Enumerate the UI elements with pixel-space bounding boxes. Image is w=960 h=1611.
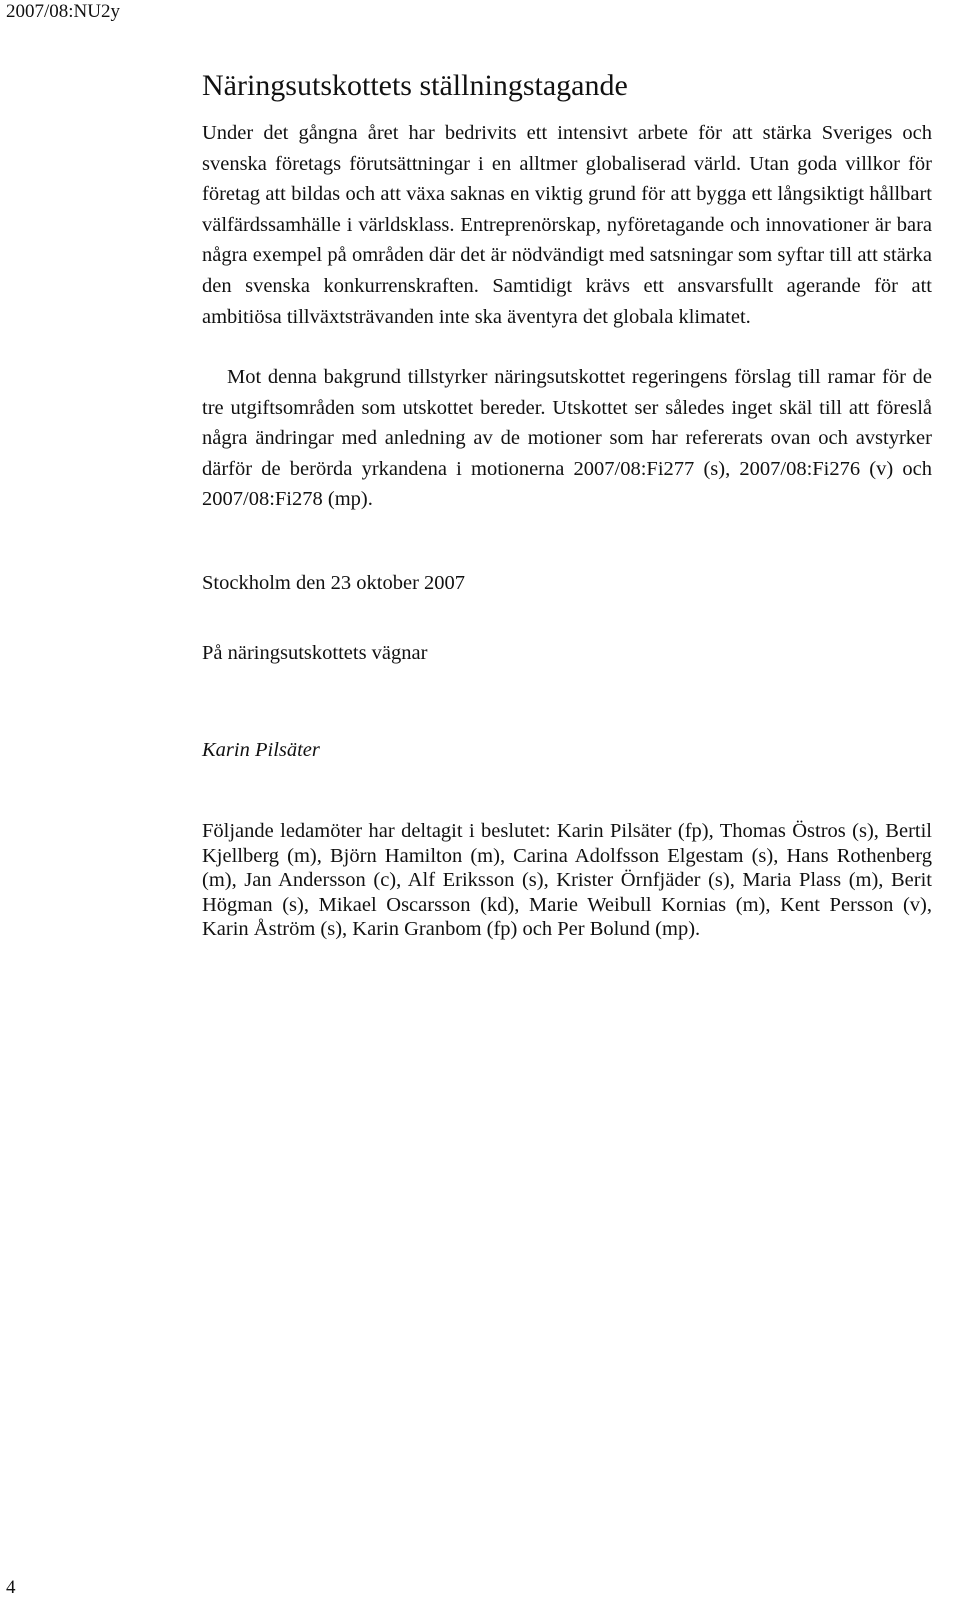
participants-paragraph: Följande ledamöter har deltagit i beslutet: Karin Pilsäter (fp), Thomas Östros (s), Bertil Kjellberg (m), Björn Hamilton (m), Carina Adolfsson Elgestam (s), Hans Rothenberg (m), Jan Andersson (c), Alf Eriksson (s), Krister Örnfjäder (s), Maria Plass (m), Berit Högman (s), Mikael Oscarsson (kd), Marie Weibull Kornias (m), Kent Persson (v), Karin Åström (s), Karin Granbom (fp) och Per Bolund (mp). xyxy=(202,820,932,941)
body-paragraph-2-container xyxy=(202,362,932,515)
running-head: 2007/08:NU2y xyxy=(6,1,120,22)
body-paragraph-1: Under det gångna året har bedrivits ett intensivt arbete för att stärka Sveriges och svenska företags förutsättningar i en alltmer globaliserad värld. Utan goda villkor för företag att bildas och att växa saknas en viktig grund för att bygga ett långsiktigt hållbart välfärdssamhälle i världsklass. Entreprenörskap, nyföretagande och innovationer är bara några exempel på områden där det är nödvändigt med satsningar som syftar till att stärka den svenska konkurrenskraften. Samtidigt krävs ett ansvarsfullt agerande för att ambitiösa tillväxtsträvanden inte ska äventyra det globala klimatet. xyxy=(202,122,932,328)
date-line: Stockholm den 23 oktober 2007 xyxy=(202,572,466,594)
signatory-name: Karin Pilsäter xyxy=(202,739,320,761)
page-number: 4 xyxy=(6,1577,16,1598)
section-title: Näringsutskottets ställningstagande xyxy=(202,69,628,102)
on-behalf-line: På näringsutskottets vägnar xyxy=(202,642,428,664)
body-paragraph-1-container xyxy=(202,118,932,332)
body-paragraph-2: Mot denna bakgrund tillstyrker näringsutskottet regeringens förslag till ramar för de tre utgiftsområden som utskottet bereder. Utskottet ser således inget skäl till att föreslå några ändringar med anledning av de motioner som har refererats ovan och avstyrker därför de berörda yrkandena i motionerna 2007/08:Fi277 (s), 2007/08:Fi276 (v) och 2007/08:Fi278 (mp). xyxy=(202,366,932,511)
